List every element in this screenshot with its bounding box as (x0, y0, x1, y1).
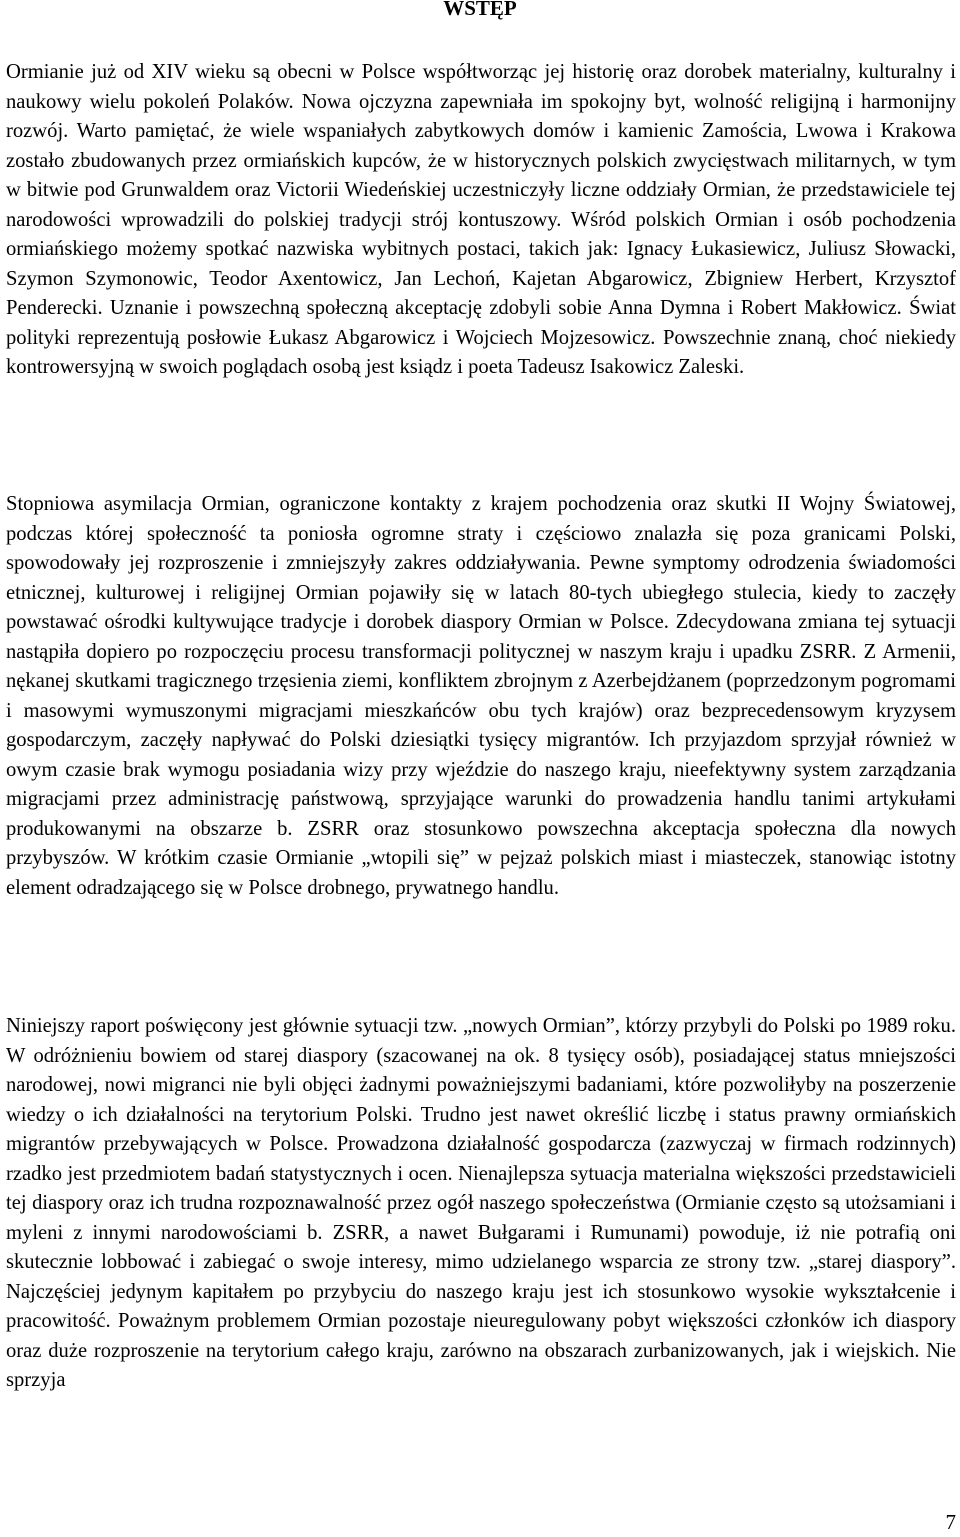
paragraph-report-scope: Niniejszy raport poświęcony jest głównie sytuacji tzw. „nowych Ormian”, którzy przybyli do Polski po 1989 roku. W odróżnieniu bowiem od starej diaspory (szacowanej na ok. 8 tysięcy osób), posiadającej status mniejszości narodowej, nowi migranci nie byli objęci żadnymi poważniejszymi badaniami, które pozwoliłyby na poszerzenie wiedzy o ich działalności na terytorium Polski. Trudno jest nawet określić liczbę i status prawny ormiańskich migrantów przebywających w Polsce. Prowadzona działalność gospodarcza (zazwyczaj w firmach rodzinnych) rzadko jest przedmiotem badań statystycznych i ocen. Nienajlepsza sytuacja materialna większości przedstawicieli tej diaspory oraz ich trudna rozpoznawalność przez ogół naszego społeczeństwa (Ormianie często są utożsamiani i myleni z innymi narodowościami b. ZSRR, a nawet Bułgarami i Rumunami) powoduje, iż nie potrafią oni skutecznie lobbować i zabiegać o swoje interesy, mimo udzielanego wsparcia ze strony tzw. „starej diaspory”. Najczęściej jedynym kapitałem po przybyciu do naszego kraju jest ich stosunkowo wysokie wykształcenie i pracowitość. Poważnym problemem Ormian pozostaje nieuregulowany pobyt większości członków ich diaspory oraz duże rozproszenie na terytorium całego kraju, zarówno na obszarach zurbanizowanych, jak i wiejskich. Nie sprzyja (6, 1015, 956, 1391)
page-title: WSTĘP (443, 0, 517, 20)
paragraph-intro: Ormianie już od XIV wieku są obecni w Polsce współtworząc jej historię oraz dorobek materialny, kulturalny i naukowy wielu pokoleń Polaków. Nowa ojczyzna zapewniała im spokojny byt, wolność religijną i harmonijny rozwój. Warto pamiętać, że wiele wspaniałych zabytkowych domów i kamienic Zamościa, Lwowa i Krakowa zostało zbudowanych przez ormiańskich kupców, że w historycznych polskich zwycięstwach militarnych, w tym w bitwie pod Grunwaldem oraz Victorii Wiedeńskiej uczestniczyły liczne oddziały Ormian, że przedstawiciele tej narodowości wprowadzili do polskiej tradycji strój kontuszowy. Wśród polskich Ormian i osób pochodzenia ormiańskiego możemy spotkać nazwiska wybitnych postaci, takich jak: Ignacy Łukasiewicz, Juliusz Słowacki, Szymon Szymonowic, Teodor Axentowicz, Jan Lechoń, Kajetan Abgarowicz, Zbigniew Herbert, Krzysztof Penderecki. Uznanie i powszechną społeczną akceptację zdobyli sobie Anna Dymna i Robert Makłowicz. Świat polityki reprezentują posłowie Łukasz Abgarowicz i Wojciech Mojzesowicz. Powszechnie znaną, choć niekiedy kontrowersyjną w swoich poglądach osobą jest ksiądz i poeta Tadeusz Isakowicz Zaleski. (6, 61, 956, 378)
paragraph-assimilation: Stopniowa asymilacja Ormian, ograniczone kontakty z krajem pochodzenia oraz skutki II Wojny Światowej, podczas której społeczność ta poniosła ogromne straty i częściowo znalazła się poza granicami Polski, spowodowały jej rozproszenie i zmniejszyły zakres oddziaływania. Pewne symptomy odrodzenia świadomości etnicznej, kulturowej i religijnej Ormian pojawiły się w latach 80-tych ubiegłego stulecia, kiedy to zaczęły powstawać ośrodki kultywujące tradycje i dorobek diaspory Ormian w Polsce. Zdecydowana zmiana tej sytuacji nastąpiła dopiero po rozpoczęciu procesu transformacji politycznej w naszym kraju i upadku ZSRR. Z Armenii, nękanej skutkami tragicznego trzęsienia ziemi, konfliktem zbrojnym z Azerbejdżanem (poprzedzonym pogromami i masowymi wymuszonymi migracjami mieszkańców obu tych krajów) oraz bezprecedensowym kryzysem gospodarczym, zaczęły napływać do Polski dziesiątki tysięcy migrantów. Ich przyjazdom sprzyjał również w owym czasie brak wymogu posiadania wizy przy wjeździe do naszego kraju, nieefektywny system zarządzania migracjami przez administrację państwową, sprzyjające warunki do prowadzenia handlu tanimi artykułami produkowanymi na obszarze b. ZSRR oraz stosunkowo powszechna akceptacja społeczna dla nowych przybyszów. W krótkim czasie Ormianie „wtopili się” w pejzaż polskich miast i miasteczek, stanowiąc istotny element odradzającego się w Polsce drobnego, prywatnego handlu. (6, 493, 956, 899)
page-number: 7 (945, 1510, 956, 1534)
